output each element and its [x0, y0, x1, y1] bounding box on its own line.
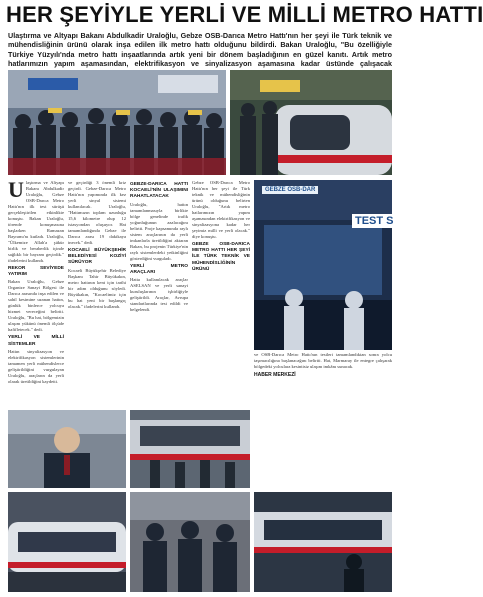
ceremony-crowd-photo	[8, 70, 226, 175]
column-3-body-2: Hatta kullanılacak araçlar ASELSAN ve yerli sanayi kuruluşlarının işbirliğiyle geliştirildi. Araçlar, Avrupa standartlarında test edildi ve belgelendi.	[130, 277, 188, 313]
station-test-photo	[254, 180, 392, 350]
bottom-officials-photo	[130, 492, 250, 592]
column-1-subheading-2: YERLİ VE MİLLİ SİSTEMLER	[8, 335, 64, 347]
column-3-subheading-2: YERLİ METRO ARAÇLARI	[130, 263, 188, 275]
column-2-body: ve geçirdiği 3 önemli kriz geçirdi. Gebze-Darıca Metro Hattı'nın yapımında ilk kez yerli sinyal sistemi kullanılacak. Uraloğlu, "Hattımızın toplam uzunluğu 15,6 kilometre olup 12 istasyondan oluşuyor. Hat tamamlandığında Gebze ile Darıca arası 19 dakikaya inecek." dedi.	[68, 180, 126, 245]
byline-signature: HABER MERKEZİ	[254, 372, 296, 378]
article-column-2	[68, 180, 126, 408]
article-column-3	[130, 180, 188, 408]
lead-paragraph: Ulaştırma ve Altyapı Bakanı Abdulkadir Uraloğlu, Gebze OSB-Darıca Metro Hattı'nın her şeyi ile Türk teknik ve mühendisliğinin ürünü olarak inşa edilen ilk metro hattı olduğunu bildirdi. Bakan Uraloğlu, "Bu özelliğiyle Türkiye Yüzyılı'nda metro hattı inşaatlarında artık yeni bir dönem başladığının en güzel kanıtı. Artık metro hatlarımızın yapım aşamasından, elektrifikasyon ve sinyalizasyon aşamasına kadar üstünde çalışacak	[8, 31, 392, 69]
test-banner-label: TEST S	[352, 214, 397, 228]
column-1-body-2: Hattın sinyalizasyon ve elektrifikasyon sistemlerinin tamamen yerli mühendislerce geliştirildiğini vurgulayan Uraloğlu, araçların da yerli olarak üretildiğini kaydetti.	[8, 348, 64, 384]
column-1-subheading-1: REKOR SEVİYEDE YATIRIM	[8, 266, 64, 278]
column-3-body-1: Uraloğlu, hattın tamamlanmasıyla birlikte bölge genelinde trafik yoğunluğunun azalacağını belirtti. Proje kapsamında raylı sistem araçlarının da yerli imkanlarla üretildiğini aktaran Bakan, bu projenin Türkiye'nin raylı sistemlerdeki yetkinliğini gösterdiğini vurguladı.	[130, 201, 188, 261]
drop-cap-letter: U	[8, 177, 24, 202]
page-headline: HER ŞEYİYLE YERLİ VE MİLLİ METRO HATTI	[6, 2, 483, 27]
article-column-1	[8, 177, 64, 408]
column-4-body-1: Gebze OSB-Darıca Metro Hattı'nın her şeyi ile Türk teknik ve mühendisliğinin ürünü olduğunu belirten Uraloğlu, "Artık metro hatlarımızın yapım aşamasından elektrifikasyon ve sinyalizasyona kadar her şeyimiz milli ve yerli olacak." diye konuştu.	[192, 180, 250, 239]
column-2-subheading-1: KOCAELİ BÜYÜKŞEHİR BELEDİYESİ KOZİYİ SÜRÜYOR	[68, 248, 126, 266]
article-column-4	[192, 180, 250, 408]
train-interior-photo	[230, 70, 392, 175]
column-1-intro: laştırma ve Altyapı Bakanı Abdulkadir Uraloğlu, Gebze OSB-Darıca Metro Hattı'nın ilk test sürüşü gerçekleştirilen etkinlikte konuştu. Bakan Uraloğlu, törende konuşmasına başlarken Ramazan Bayramı'nı kutladı. Uraloğlu, "Ülkemize Allah'a şükür birlik ve beraberlik içinde sağlıklı bir bayram geçirdik." ifadelerini kullandı.	[8, 180, 64, 263]
station-sign-label: GEBZE OSB-DAR	[262, 186, 318, 194]
column-2-body-1: Kocaeli Büyükşehir Belediye Başkanı Tahir Büyükakın, metro hattının kent için tarihi bir adım olduğunu söyledi. Büyükakın, "Kocaelimiz için bu hat yeni bir başlangıç olacak." ifadelerini kullandı.	[68, 267, 126, 309]
speaker-portrait-photo	[8, 410, 126, 488]
article-column-5	[254, 352, 392, 492]
column-1-body-1: Bakan Uraloğlu, Gebze Organize Sanayi Bölgesi ile Darıca arasında inşa edilen ve sahil kesimine uzanan hattın, günlük binlerce yolcuya hizmet vereceğini belirtti. Uraloğlu, "Bu hat, bölgemizin ulaşım yükünü önemli ölçüde hafifletecek." dedi.	[8, 279, 64, 333]
column-4-subheading-1: GEBZE OSB-DARICA METRO HATTI HER ŞEYİ İLE TÜRK TEKNİK VE MÜHENDİSLİĞİNİN ÜRÜNÜ	[192, 242, 250, 272]
bottom-train-photo	[8, 492, 126, 592]
column-5-body: ve OSB-Darıca Metro Hattı'nın testleri tamamlandıktan sonra yolcu taşımacılığına başlanacağını belirtti. Hat, Marmaray ile entegre çalışarak bölgedeki yolculara kesintisiz ulaşım imkânı sunacak.	[254, 352, 392, 369]
metro-platform-photo	[130, 410, 250, 488]
bottom-station-photo	[254, 492, 392, 592]
column-3-subheading-1: GEBZE-DARICA HATTI KOCAELİ'NİN ULAŞIMINI RAHATLATACAK	[130, 182, 188, 200]
